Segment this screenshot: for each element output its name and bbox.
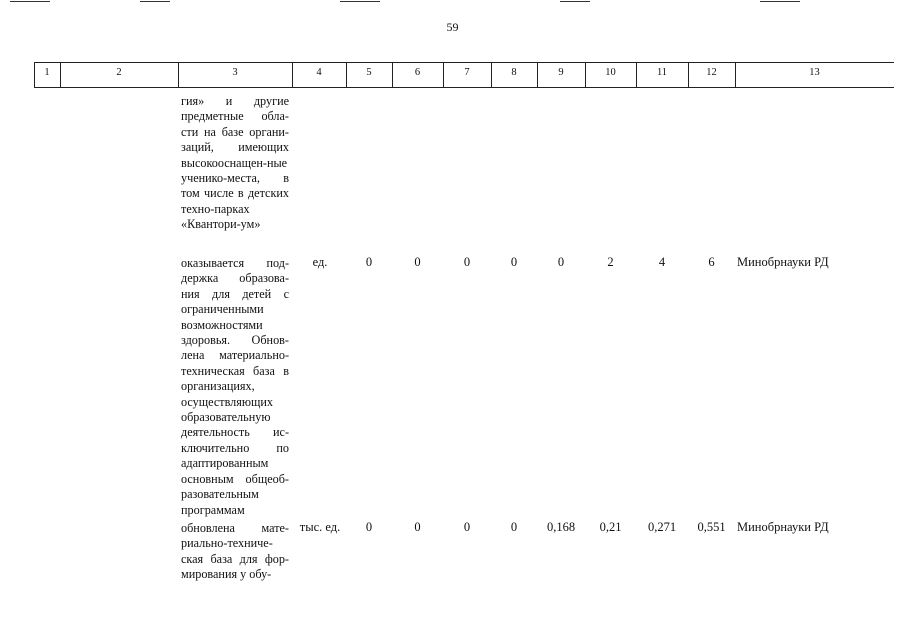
row-value: 0 bbox=[510, 520, 518, 534]
column-header: 4 bbox=[316, 67, 322, 78]
column-header: 3 bbox=[232, 67, 238, 78]
row-value: 0,551 bbox=[697, 520, 726, 534]
row-description: оказывается под-держка образова-ния для детей с ограниченными возможностями здоровья. Обнов-лена материально-техническая база в организациях, осуществляющих образовательную деятельность ис-ключительно по адаптированным основным общеоб-разовательным программам bbox=[181, 256, 289, 517]
column-header: 8 bbox=[511, 67, 517, 78]
row-unit: тыс. ед. bbox=[299, 520, 341, 534]
column-header: 11 bbox=[656, 67, 668, 78]
column-header: 1 bbox=[44, 67, 50, 78]
top-edge-mark bbox=[760, 1, 800, 2]
row-value: 4 bbox=[658, 255, 666, 269]
column-header: 6 bbox=[414, 67, 421, 78]
row-value: 0 bbox=[557, 255, 565, 269]
column-header: 13 bbox=[809, 67, 820, 78]
row-value: 0,271 bbox=[647, 520, 677, 534]
row-value: 0 bbox=[365, 520, 373, 534]
row-value: 0,168 bbox=[546, 520, 576, 534]
column-header: 2 bbox=[116, 67, 122, 78]
row-value: 0 bbox=[510, 255, 518, 269]
column-header: 9 bbox=[558, 67, 564, 78]
row-value: 0 bbox=[414, 255, 421, 269]
top-edge-mark bbox=[140, 1, 170, 2]
top-edge-mark bbox=[10, 1, 50, 2]
row-value: 0 bbox=[463, 255, 471, 269]
column-header: 7 bbox=[464, 67, 470, 78]
row-value: 0 bbox=[365, 255, 373, 269]
row-value: 0 bbox=[414, 520, 421, 534]
header-bottom-border bbox=[34, 87, 894, 88]
top-edge-mark bbox=[340, 1, 380, 2]
column-header: 12 bbox=[706, 67, 717, 78]
row-description: обновлена мате-риально-техниче-ская база для фор-мирования у обу- bbox=[181, 521, 289, 582]
row-value: 6 bbox=[708, 255, 715, 269]
page-number: 59 bbox=[446, 20, 459, 34]
row-description: гия» и другие предметные обла-сти на базе органи-заций, имеющих высокооснащен-ные ученико-места, в том числе в детских техно-парках «Квантори-ум» bbox=[181, 94, 289, 232]
row-unit: ед. bbox=[312, 255, 328, 269]
column-header: 10 bbox=[605, 67, 616, 78]
row-value: 0,21 bbox=[599, 520, 622, 534]
row-executor: Минобрнауки РД bbox=[737, 520, 829, 534]
top-edge-mark bbox=[560, 1, 590, 2]
header-top-border bbox=[34, 62, 894, 63]
row-value: 2 bbox=[607, 255, 614, 269]
row-value: 0 bbox=[463, 520, 471, 534]
row-executor: Минобрнауки РД bbox=[737, 255, 829, 269]
column-header: 5 bbox=[366, 67, 372, 78]
